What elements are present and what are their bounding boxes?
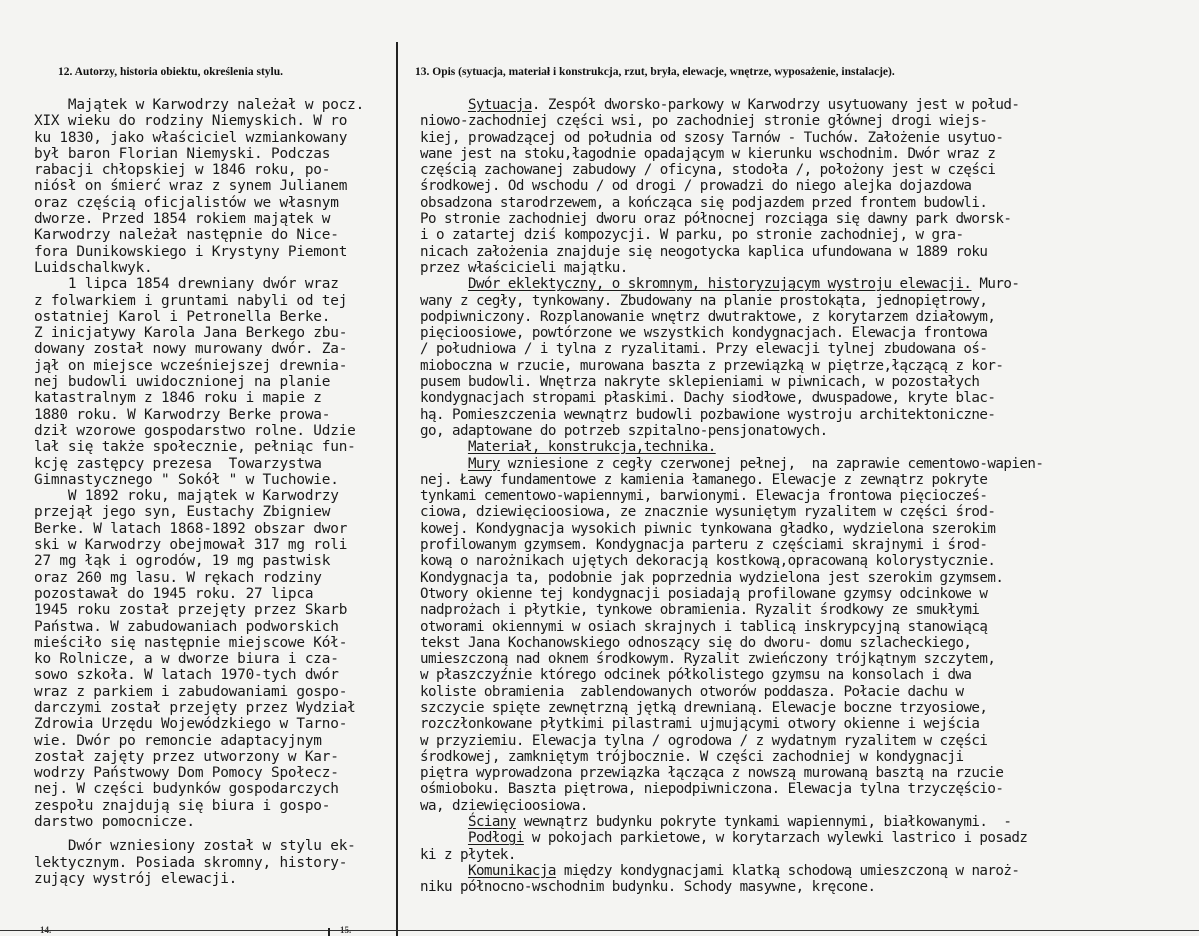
history-line: Berke. W latach 1868-1892 obszar dwor xyxy=(34,520,348,537)
description-line: kową o narożnikach ujętych dekoracją kostkową,opracowaną kolorystycznie. xyxy=(420,553,996,570)
bottom-cut-fragment xyxy=(0,925,1199,936)
paragraph-text: w pokojach parkietowe, w korytarzach wylewki lastrico i posadz xyxy=(523,830,1028,847)
description-line: go, adaptowane do potrzeb szpitalno-pensjonatowych. xyxy=(420,422,828,439)
history-line: ku 1830, jako właściciel wzmiankowany xyxy=(34,129,348,146)
history-line: Państwa. W zabudowaniach podworskich xyxy=(34,618,339,635)
history-line: nej. W części budynków gospodarczych xyxy=(34,781,339,798)
section-14-fragment: 14. xyxy=(40,925,52,935)
description-line: umieszczoną nad oknem środkowym. Ryzalit zwieńczony trójkątnym szczytem, xyxy=(420,651,996,668)
description-line: / południowa / i tylna z ryzalitami. Przy elewacji tylnej zbudowana oś- xyxy=(420,341,988,358)
history-line: ski w Karwodrzy obejmował 317 mg roli xyxy=(34,537,348,554)
description-line: nadprożach i płytkie, tynkowe obramienia. Ryzalit środkowy ze smukłymi xyxy=(420,602,980,619)
history-line: rabacji chłopskiej w 1846 roku, po- xyxy=(34,162,331,179)
description-line: profilowanym gzymsem. Kondygnacja parteru z częściami skrajnymi i środ- xyxy=(420,537,988,554)
description-line: ośmioboku. Baszta piętrowa, niepodpiwniczona. Elewacja tylna trzyczęścio- xyxy=(420,781,1004,798)
history-line: 1945 roku został przejęty przez Skarb xyxy=(34,602,348,619)
description-line: Otwory okienne tej kondygnacji posiadają profilowane gzymsy odcinkowe w xyxy=(420,585,988,602)
history-line: sowo szkoła. W latach 1970-tych dwór xyxy=(34,667,339,684)
history-line: dowany został nowy murowany dwór. Za- xyxy=(34,341,348,358)
description-line: kondygnacjach stropami płaskimi. Dachy siodłowe, dwuspadowe, kryte blac- xyxy=(420,390,996,407)
paragraph-first-line xyxy=(420,97,1199,113)
description-line: rozczłonkowane płytkimi pilastrami ujmującymi otwory okienne i wejścia xyxy=(420,716,980,733)
paragraph-heading: Dwór eklektyczny, o skromnym, historyzującym wystroju elewacji. xyxy=(467,276,972,293)
description-line: częścią zachowanej zabudowy / oficyna, stodoła /, położony jest w części xyxy=(420,162,996,179)
history-line: oraz częścią oficjalistów we własnym xyxy=(34,194,339,211)
history-line: zujący wystrój elewacji. xyxy=(34,870,238,887)
paragraph-text: wewnątrz budynku pokryte tynkami wapiennymi, białkowanymi. - xyxy=(515,814,1012,831)
description-line: środkowej. Od wschodu / od drogi / prowadzi do niego alejka dojazdowa xyxy=(420,178,972,195)
paragraph-text: . Zespół dworsko-parkowy w Karwodrzy usytuowany jest w połud- xyxy=(531,97,1020,113)
history-line: nej budowli uwidocznionej na planie xyxy=(34,374,331,391)
description-line: Kondygnacja ta, podobnie jak poprzednia wydzielona jest szerokim gzymsem. xyxy=(420,569,1004,586)
history-line: wodrzy Państwowy Dom Pomocy Społecz- xyxy=(34,765,339,782)
history-line: mieściło się następnie miejscowe Kół- xyxy=(34,634,348,651)
history-line: XIX wieku do rodziny Niemyskich. W ro xyxy=(34,113,348,130)
description-line: przez właścicieli majątku. xyxy=(420,259,628,276)
history-line: katastralnym z 1846 roku i mapie z xyxy=(34,390,322,407)
description-line: pusem budowli. Wnętrza nakryte sklepieniami w piwnicach, w pozostałych xyxy=(420,374,980,391)
description-line: podpiwniczony. Rozplanowanie wnętrz dwutraktowe, z korytarzem działowym, xyxy=(420,308,996,325)
description-line: pięcioosiowe, powtórzone we wszystkich kondygnacjach. Elewacja frontowa xyxy=(420,325,988,342)
history-line: lektycznym. Posiada skromny, history- xyxy=(34,854,348,871)
paragraph-first-line xyxy=(420,814,1199,830)
history-line: darczymi został przejęty przez Wydział xyxy=(34,699,356,716)
paragraph-text: Muro- xyxy=(971,276,1020,293)
paragraph-heading: Ściany xyxy=(467,814,516,831)
history-line: niósł on śmierć wraz z synem Julianem xyxy=(34,178,348,195)
history-line: oraz 260 mg lasu. W rękach rodziny xyxy=(34,569,322,586)
history-line: Karwodrzy należał następnie do Nice- xyxy=(34,227,339,244)
history-line: został zajęty przez utworzony w Kar- xyxy=(34,748,339,765)
paragraph-text: między kondygnacjami klatką schodową umieszczoną w naroż- xyxy=(555,862,1020,879)
history-line: wie. Dwór po remoncie adaptacyjnym xyxy=(34,732,322,749)
history-line: fora Dunikowskiego i Krystyny Piemont xyxy=(34,243,348,260)
description-line: koliste obramienia zablendowanych otworów poddasza. Połacie dachu w xyxy=(420,683,964,700)
paragraph-heading: Materiał, konstrukcja,technika. xyxy=(467,439,716,456)
description-text-column xyxy=(420,97,1199,896)
description-line: w przyziemiu. Elewacja tylna / ogrodowa / z wydatnym ryzalitem w części xyxy=(420,732,988,749)
history-text-column xyxy=(34,97,396,887)
description-line: ciowa, dziewięcioosiowa, ze znacznie wysuniętym ryzalitem w części środ- xyxy=(420,504,996,521)
history-line: pozostawał do 1945 roku. 27 lipca xyxy=(34,585,314,602)
paragraph-text: wzniesione z cegły czerwonej pełnej, na zaprawie cementowo-wapien- xyxy=(499,455,1044,472)
history-line: kcję zastępcy prezesa Towarzystwa xyxy=(34,455,322,472)
paragraph-first-line xyxy=(420,456,1199,472)
description-line: wany z cegły, tynkowany. Zbudowany na planie prostokąta, jednopiętrowy, xyxy=(420,292,988,309)
paragraph-first-line xyxy=(420,439,1199,455)
description-line: wa, dziewięcioosiowa. xyxy=(420,797,588,814)
description-line: niku północno-wschodnim budynku. Schody masywne, kręcone. xyxy=(420,879,876,896)
history-line: lał się także społecznie, pełniąc fun- xyxy=(34,439,356,456)
column-divider xyxy=(396,42,398,936)
paragraph-first-line xyxy=(420,276,1199,292)
description-line: i o zatartej dziś kompozycji. W parku, po stronie zachodniej, w gra- xyxy=(420,227,964,244)
history-line: dworze. Przed 1854 rokiem majątek w xyxy=(34,211,331,228)
history-line: dził wzorowe gospodarstwo rolne. Udzie xyxy=(34,422,356,439)
history-line: ko Rolnicze, a w dworze biura i cza- xyxy=(34,651,339,668)
description-line: Po stronie zachodniej dworu oraz północnej rozciąga się dawny park dworsk- xyxy=(420,211,1012,228)
history-line: 1880 roku. W Karwodrzy Berke prowa- xyxy=(34,406,331,423)
history-line: Zdrowia Urzędu Wojewódzkiego w Tarno- xyxy=(34,716,348,733)
paragraph-heading: Podłogi xyxy=(467,830,524,847)
history-line: Luidschalkwyk. xyxy=(34,259,153,276)
history-line: W 1892 roku, majątek w Karwodrzy xyxy=(34,488,339,505)
description-line: nicach założenia znajduje się neogotycka kaplica ufundowana w 1889 roku xyxy=(420,243,988,260)
section-13-header: 13. Opis (sytuacja, materiał i konstrukcja, rzut, bryła, elewacje, wnętrze, wyposażenie, instalacje). xyxy=(415,66,895,78)
description-line: niowo-zachodniej części wsi, po zachodniej stronie głównej drogi wiejs- xyxy=(420,113,988,130)
section-15-fragment: 15. xyxy=(340,925,352,935)
paragraph-gap xyxy=(34,830,396,838)
paragraph-first-line xyxy=(420,863,1199,879)
history-line: 1 lipca 1854 drewniany dwór wraz xyxy=(34,276,339,293)
description-line: w płaszczyźnie którego odcinek półkolistego gzymsu na konsolach i dwa xyxy=(420,667,972,684)
description-line: kiej, prowadzącej od południa od szosy Tarnów - Tuchów. Założenie usytuo- xyxy=(420,129,1004,146)
description-line: wane jest na stoku,łagodnie opadającym w kierunku wschodnim. Dwór wraz z xyxy=(420,145,996,162)
section-12-header: 12. Autorzy, historia obiektu, określenia stylu. xyxy=(58,66,284,78)
description-line: szczycie spięte zewnętrzną jętką drewnianą. Elewacje boczne trzyosiowe, xyxy=(420,699,988,716)
history-line: z folwarkiem i gruntami nabyli od tej xyxy=(34,292,348,309)
description-line: środkowej, zamkniętym trójbocznie. W części zachodniej w kondygnacji xyxy=(420,748,964,765)
description-line: tynkami cementowo-wapiennymi, barwionymi. Elewacja frontowa pięciocześ- xyxy=(420,488,988,505)
history-line: był baron Florian Niemyski. Podczas xyxy=(34,145,331,162)
description-line: mioboczna w rzucie, murowana baszta z przewiązką w piętrze,łączącą z kor- xyxy=(420,357,1004,374)
history-line: wraz z parkiem i zabudowaniami gospo- xyxy=(34,683,348,700)
history-line: Majątek w Karwodrzy należał w pocz. xyxy=(34,97,365,113)
history-line: darstwo pomocnicze. xyxy=(34,814,195,831)
description-line: kowej. Kondygnacja wysokich piwnic tynkowana gładko, wydzielona szerokim xyxy=(420,520,996,537)
history-line: Gimnastycznego " Sokół " w Tuchowie. xyxy=(34,471,339,488)
description-line: nej. Ławy fundamentowe z kamienia łamanego. Elewacje z zewnątrz pokryte xyxy=(420,471,988,488)
history-line: przejął jego syn, Eustachy Zbigniew xyxy=(34,504,331,521)
history-line: Dwór wzniesiony został w stylu ek- xyxy=(34,838,356,855)
description-line: tekst Jana Kochanowskiego odnoszący się do dworu- domu szlacheckiego, xyxy=(420,634,972,651)
history-line: jął on miejsce wcześniejszej drewnia- xyxy=(34,357,348,374)
description-line: piętra wyprowadzona przewiązka łącząca z nowszą murowaną basztą na rzucie xyxy=(420,765,1004,782)
history-line: 27 mg łąk i ogrodów, 19 mg pastwisk xyxy=(34,553,331,570)
description-line: ki z płytek. xyxy=(420,846,516,863)
paragraph-first-line xyxy=(420,830,1199,846)
description-line: hą. Pomieszczenia wewnątrz budowli pozbawione wystroju architektoniczne- xyxy=(420,406,996,423)
history-line: Z inicjatywy Karola Jana Berkego zbu- xyxy=(34,325,348,342)
paragraph-heading: Mury xyxy=(467,455,500,472)
description-line: otworami okiennymi w osiach skrajnych i tablicą inskrypcyjną stanowiącą xyxy=(420,618,988,635)
paragraph-heading: Sytuacja xyxy=(467,97,532,113)
description-line: obsadzona starodrzewem, a kończąca się podjazdem przed frontem budowli. xyxy=(420,194,988,211)
paragraph-heading: Komunikacja xyxy=(467,862,556,879)
history-line: ostatniej Karol i Petronella Berke. xyxy=(34,308,331,325)
history-line: zespołu znajdują się biura i gospo- xyxy=(34,797,331,814)
